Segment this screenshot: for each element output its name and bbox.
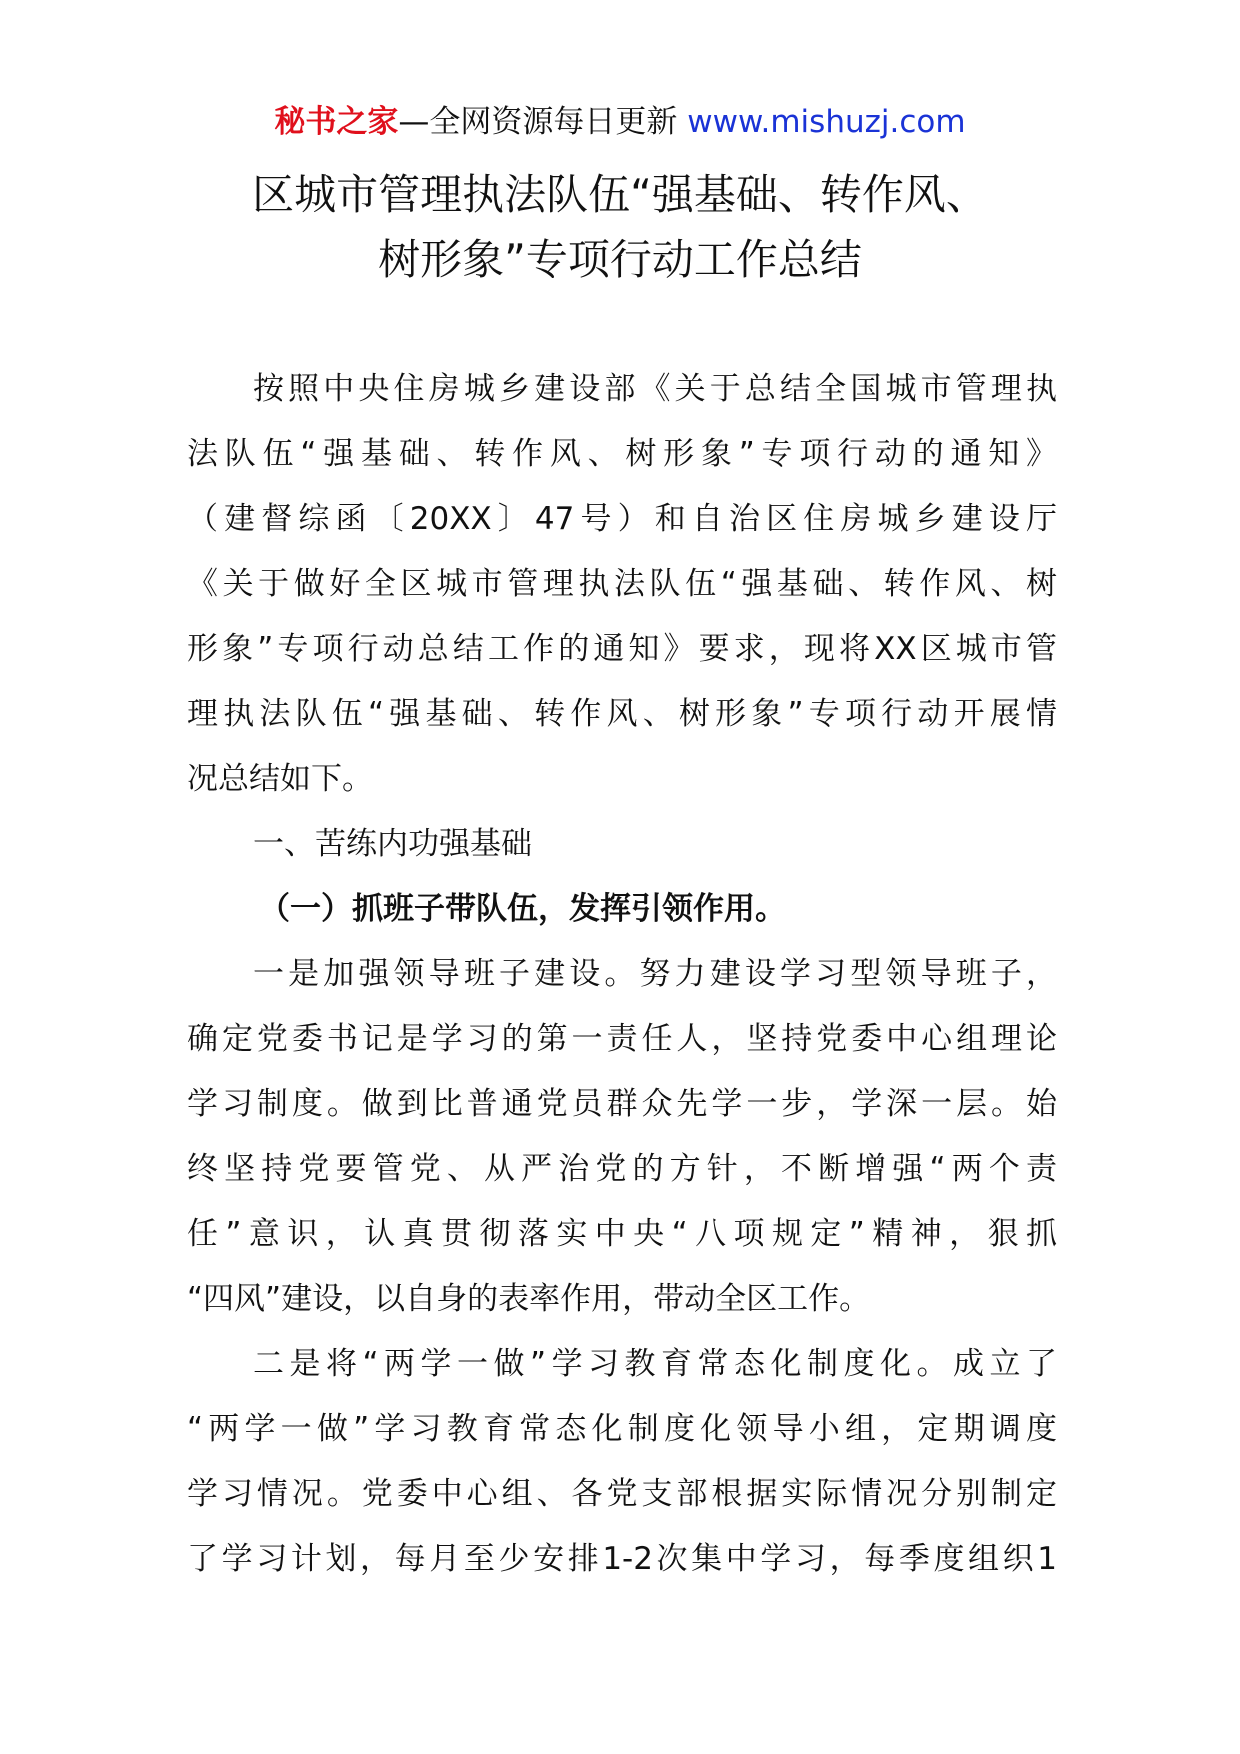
body-line: 了学习计划，每月至少安排1-2次集中学习，每季度组织1 xyxy=(187,1541,1057,1577)
body-line: 学习情况。党委中心组、各党支部根据实际情况分别制定 xyxy=(187,1476,1057,1512)
body-line: 确定党委书记是学习的第一责任人，坚持党委中心组理论 xyxy=(187,1021,1057,1057)
body-line: 《关于做好全区城市管理执法队伍“强基础、转作风、树 xyxy=(187,566,1057,602)
subsection-heading: （一）抓班子带队伍，发挥引领作用。 xyxy=(259,891,786,927)
brand-name: 秘书之家 xyxy=(274,104,399,140)
site-header xyxy=(0,100,1240,144)
body-line: “四风”建设，以自身的表率作用，带动全区工作。 xyxy=(187,1281,871,1317)
document-title-line-1: 区城市管理执法队伍“强基础、转作风、 xyxy=(252,170,988,219)
body-line: 二是将“两学一做”学习教育常态化制度化。成立了 xyxy=(253,1346,1057,1382)
site-url-link[interactable]: www.mishuzj.com xyxy=(687,104,966,140)
body-line: “两学一做”学习教育常态化制度化领导小组，定期调度 xyxy=(187,1411,1057,1447)
body-line: 况总结如下。 xyxy=(187,761,373,797)
body-line: 法队伍“强基础、转作风、树形象”专项行动的通知》 xyxy=(187,436,1057,472)
body-line: 形象”专项行动总结工作的通知》要求，现将XX区城市管 xyxy=(187,631,1057,667)
body-line: 任”意识，认真贯彻落实中央“八项规定”精神，狠抓 xyxy=(187,1216,1057,1252)
body-line: 按照中央住房城乡建设部《关于总结全国城市管理执 xyxy=(253,371,1057,407)
body-line: 一是加强领导班子建设。努力建设学习型领导班子， xyxy=(253,956,1057,992)
body-line: 学习制度。做到比普通党员群众先学一步，学深一层。始 xyxy=(187,1086,1057,1122)
header-tagline: —全网资源每日更新 xyxy=(398,104,678,140)
body-line: 终坚持党要管党、从严治党的方针，不断增强“两个责 xyxy=(187,1151,1057,1187)
document-body xyxy=(187,357,1057,1592)
body-line: （建督综函〔20XX〕47号）和自治区住房城乡建设厅 xyxy=(187,501,1057,537)
section-heading: 一、苦练内功强基础 xyxy=(253,826,532,862)
document-title-line-2: 树形象”专项行动工作总结 xyxy=(378,235,862,284)
body-line: 理执法队伍“强基础、转作风、树形象”专项行动开展情 xyxy=(187,696,1057,732)
